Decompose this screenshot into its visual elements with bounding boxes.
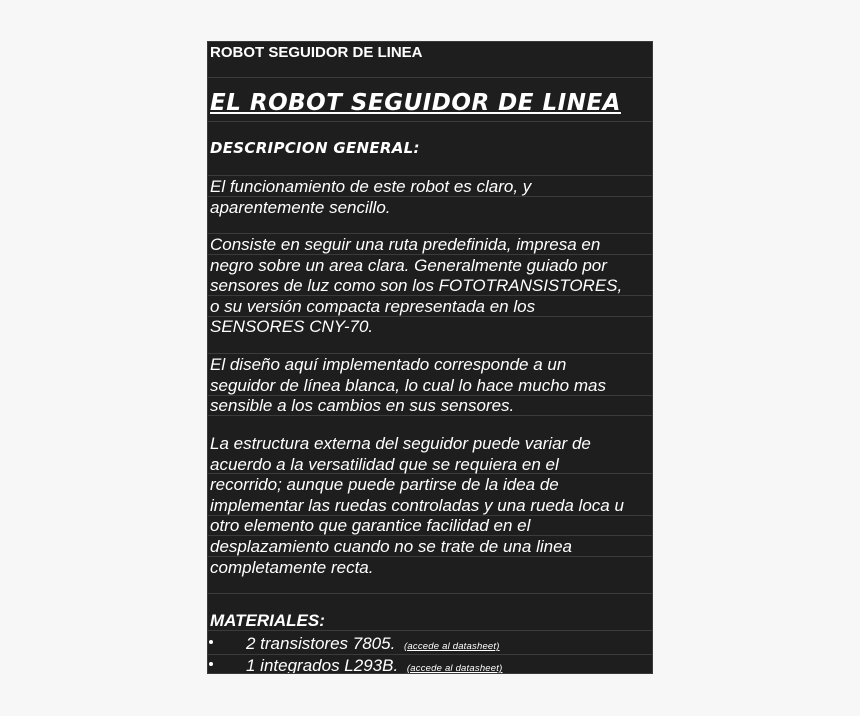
bullet-icon <box>209 662 213 666</box>
row-divider <box>208 77 652 78</box>
material-text: 1 integrados L293B. <box>246 656 399 674</box>
paragraph-line: sensible a los cambios en sus sensores. <box>210 396 515 416</box>
paragraph <box>210 355 606 417</box>
row-divider <box>208 121 652 122</box>
paragraph-line: La estructura externa del seguidor puede variar de <box>210 434 591 453</box>
paragraph-line: sensores de luz como son los FOTOTRANSISTORES, <box>210 276 623 296</box>
paragraph-line: otro elemento que garantice facilidad en el <box>210 516 531 536</box>
row-divider <box>208 233 652 234</box>
document-page <box>207 41 653 674</box>
section-heading: DESCRIPCION GENERAL: <box>210 139 420 157</box>
paragraph-line: El diseño aquí implementado corresponde a un <box>210 355 567 374</box>
row-divider <box>208 593 652 594</box>
row-divider <box>208 353 652 354</box>
paragraph-line: acuerdo a la versatilidad que se requiera en el <box>210 454 559 474</box>
datasheet-link[interactable]: (accede al datasheet) <box>406 663 503 674</box>
paragraph-line: negro sobre un area clara. Generalmente guiado por <box>210 255 607 275</box>
main-heading: EL ROBOT SEGUIDOR DE LINEA <box>210 90 621 116</box>
paragraph-line: El funcionamiento de este robot es claro, y <box>210 177 532 196</box>
paragraph-line: SENSORES CNY-70. <box>210 317 374 337</box>
row-divider <box>208 175 652 176</box>
paragraph <box>210 235 622 338</box>
paragraph <box>210 177 531 218</box>
paragraph-line: aparentemente sencillo. <box>210 197 391 217</box>
paragraph-line: o su versión compacta representada en los <box>210 296 536 316</box>
materials-heading: MATERIALES: <box>210 611 325 630</box>
paragraph-line: desplazamiento cuando no se trate de una linea <box>210 536 572 556</box>
paragraph-line: seguidor de línea blanca, lo cual lo hace mucho mas <box>210 375 606 395</box>
paragraph <box>210 434 624 578</box>
datasheet-link[interactable]: (accede al datasheet) <box>404 641 500 652</box>
paragraph-line: Consiste en seguir una ruta predefinida, impresa en <box>210 235 601 254</box>
paragraph-line: implementar las ruedas controladas y una rueda loca u <box>210 495 624 515</box>
document-title: ROBOT SEGUIDOR DE LINEA <box>210 44 423 61</box>
paragraph-line: recorrido; aunque puede partirse de la idea de <box>210 475 559 495</box>
bullet-icon <box>209 640 213 644</box>
material-text: 2 transistores 7805. <box>246 634 396 653</box>
row-divider <box>208 654 652 655</box>
paragraph-line: completamente recta. <box>210 557 374 577</box>
